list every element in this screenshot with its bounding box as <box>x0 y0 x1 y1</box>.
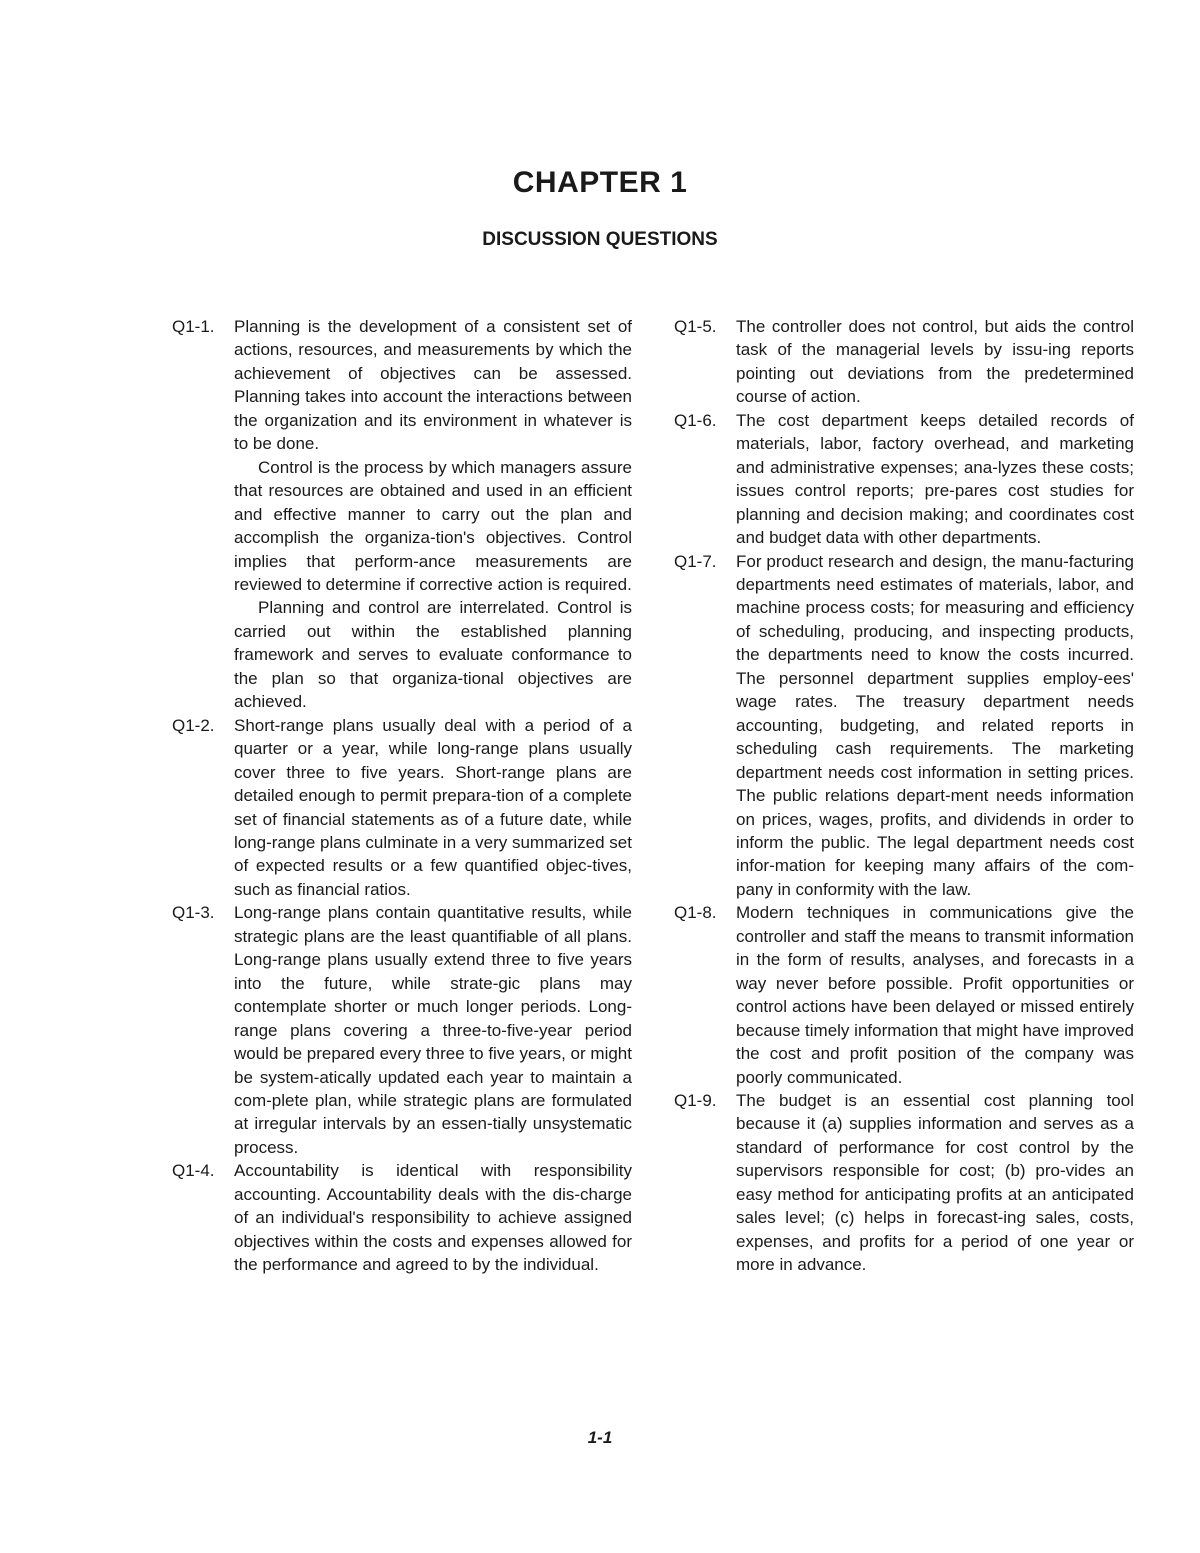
question-label: Q1-7. <box>674 551 717 571</box>
question-label: Q1-3. <box>172 903 215 923</box>
question-label: Q1-8. <box>674 903 717 923</box>
left-column <box>172 315 632 1277</box>
question-q1-7 <box>674 550 1134 902</box>
question-label: Q1-9. <box>674 1090 717 1110</box>
answer-paragraph: Long-range plans contain quantitative results, while strategic plans are the least quantifiable of all plans. Long-range plans usually extend three to five years into the future, while strate-gic plans may contemplate shorter or much longer periods. Long-range plans covering a three-to-five-year period would be prepared every three to five years, or might be system-atically updated each year to maintain a com-plete plan, while strategic plans are formulated at irregular intervals by an essen-tially unsystematic process. <box>234 903 632 1157</box>
chapter-title: CHAPTER 1 <box>512 166 688 199</box>
answer-paragraph: Planning is the development of a consistent set of actions, resources, and measurements by which the achievement of objectives can be assessed. Planning takes into account the interactions between the organization and its environment in whatever is to be done. <box>234 317 632 454</box>
question-q1-6 <box>674 409 1134 550</box>
question-label: Q1-5. <box>674 317 717 336</box>
question-body <box>736 550 1134 902</box>
question-body <box>234 1159 632 1276</box>
answer-paragraph: Short-range plans usually deal with a period of a quarter or a year, while long-range plans usually cover three to five years. Short-range plans are detailed enough to permit prepara-tion of a complete set of financial statements as of a future date, while long-range plans culminate in a very summarized set of expected results or a few quantified objec-tives, such as financial ratios. <box>234 715 632 899</box>
answer-paragraph: The controller does not control, but aids the control task of the managerial levels by issu-ing reports pointing out deviations from the predetermined course of action. <box>736 317 1134 407</box>
question-body <box>234 901 632 1159</box>
question-q1-2 <box>172 714 632 902</box>
question-body <box>736 901 1134 1089</box>
question-q1-1 <box>172 315 632 714</box>
question-q1-3 <box>172 901 632 1159</box>
answer-paragraph: The cost department keeps detailed records of materials, labor, factory overhead, and marketing and administrative expenses; ana-lyzes these costs; issues control reports; pre-pares cost studies for planning and decision making; and coordinates cost and budget data with other departments. <box>736 410 1134 548</box>
question-body <box>736 1089 1134 1277</box>
answer-paragraph: Modern techniques in communications give the controller and staff the means to transmit information in the form of results, analyses, and forecasts in a way never before possible. Profit opportunities or control actions have been delayed or missed entirely because timely information that might have improved the cost and profit position of the company was poorly communicated. <box>736 903 1134 1087</box>
question-body <box>234 714 632 902</box>
page-number: 1-1 <box>587 1428 613 1447</box>
question-q1-8 <box>674 901 1134 1089</box>
question-label: Q1-1. <box>172 317 215 336</box>
right-column <box>674 315 1134 1277</box>
question-label: Q1-2. <box>172 715 215 735</box>
answer-paragraph: For product research and design, the manu-facturing departments need estimates of materials, labor, and machine process costs; for measuring and efficiency of scheduling, producing, and inspecting products, the departments need to know the costs incurred. The personnel department supplies employ-ees' wage rates. The treasury department needs accounting, budgeting, and related reports in scheduling cash requirements. The marketing department needs cost information in setting prices. The public relations depart-ment needs information on prices, wages, profits, and dividends in order to inform the public. The legal department needs cost infor-mation for keeping many affairs of the com-pany in conformity with the law. <box>736 551 1134 899</box>
question-label: Q1-4. <box>172 1161 215 1181</box>
answer-paragraph: The budget is an essential cost planning tool because it (a) supplies information and serves as a standard of performance for cost control by the supervisors responsible for cost; (b) pro-vides an easy method for anticipating profits at an anticipated sales level; (c) helps in forecast-ing sales, costs, expenses, and profits for a period of one year or more in advance. <box>736 1090 1134 1275</box>
question-q1-5 <box>674 315 1134 409</box>
question-q1-4 <box>172 1159 632 1276</box>
question-body <box>736 409 1134 550</box>
answer-paragraph: Accountability is identical with responsibility accounting. Accountability deals with the dis-charge of an individual's responsibility to achieve assigned objectives within the costs and expenses allowed for the performance and agreed to by the individual. <box>234 1161 632 1275</box>
question-body <box>736 315 1134 409</box>
section-title: DISCUSSION QUESTIONS <box>482 229 718 250</box>
question-body <box>234 315 632 714</box>
answer-paragraph: Control is the process by which managers assure that resources are obtained and used in an efficient and effective manner to carry out the plan and accomplish the organiza-tion's objectives. Control implies that perform-ance measurements are reviewed to determine if corrective action is required. <box>234 457 632 594</box>
question-label: Q1-6. <box>674 410 717 430</box>
answer-paragraph: Planning and control are interrelated. Control is carried out within the established planning framework and serves to evaluate conformance to the plan so that organiza-tional objectives are achieved. <box>234 598 632 712</box>
question-q1-9 <box>674 1089 1134 1277</box>
